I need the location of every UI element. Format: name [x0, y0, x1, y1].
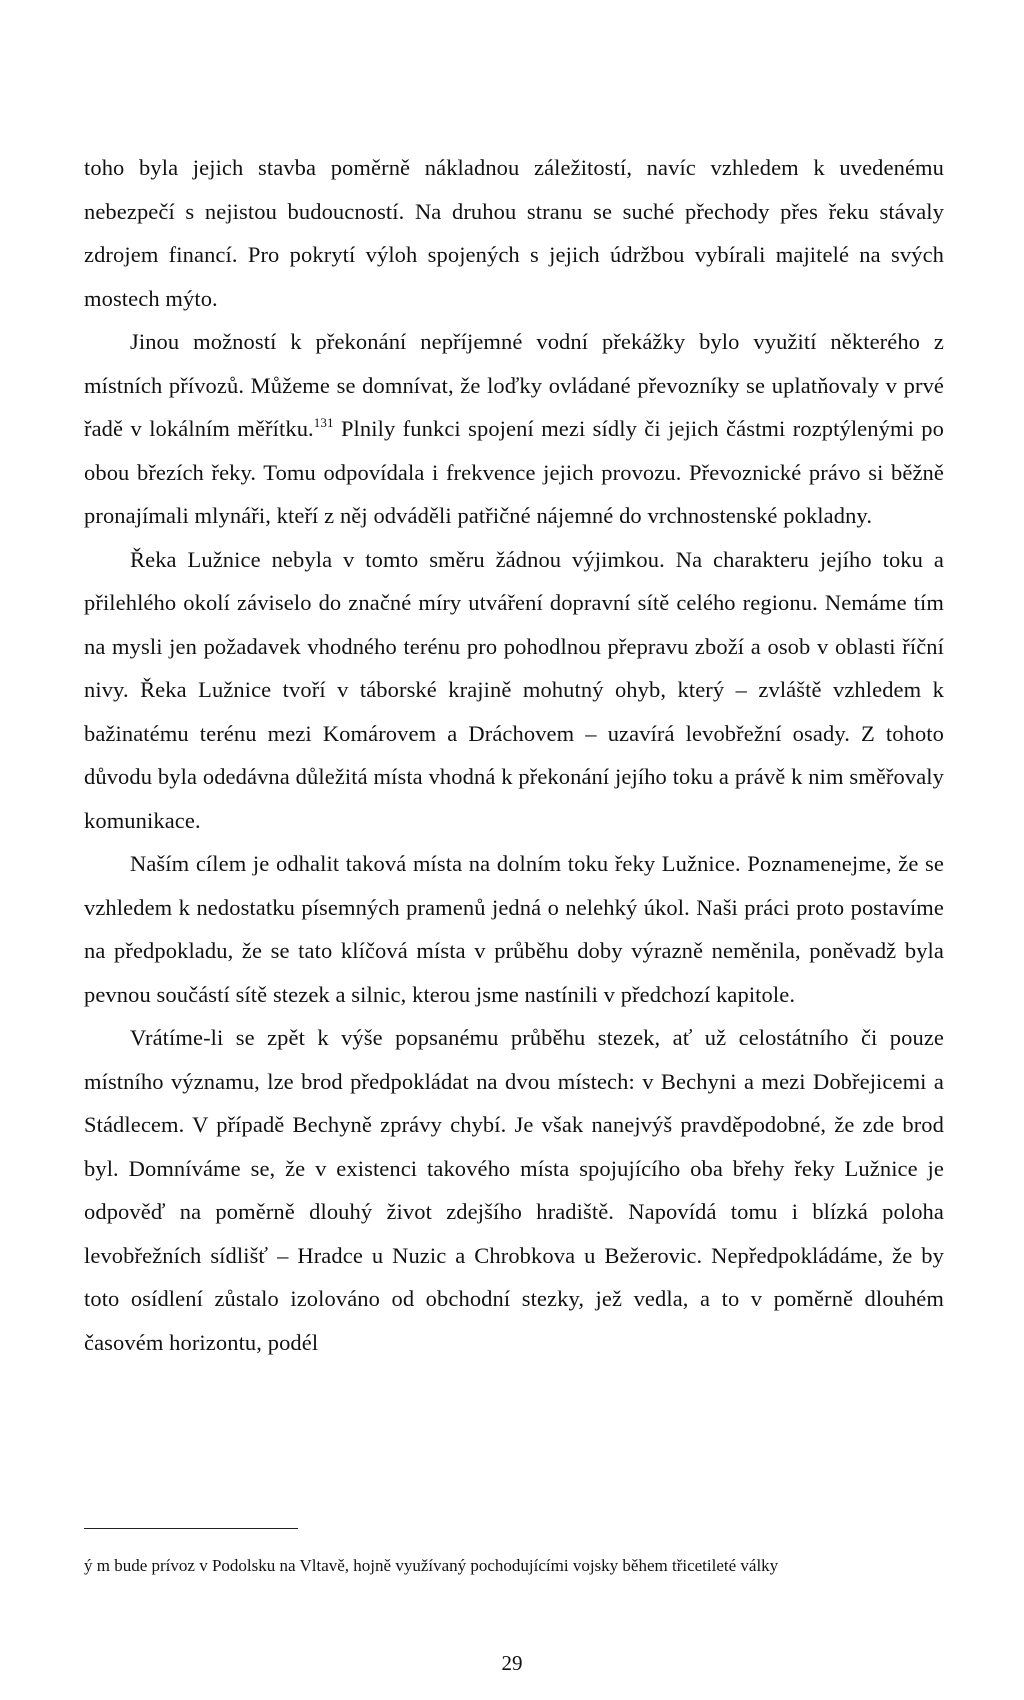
page-number: 29 — [501, 1651, 523, 1675]
main-text — [84, 146, 944, 1364]
footnote-divider — [84, 1528, 298, 1529]
paragraph-2-text-after: Plnily funkci spojení mezi sídly či jejich částmi rozptýlenými po obou březích řeky. Tomu odpovídala i frekvence jejich provozu. Převoznické právo si běžně pronajímali mlynáři, kteří z něj odváděli patřičné nájemné do vrchnostenské pokladny. — [84, 416, 944, 528]
footnote-reference: 131 — [313, 415, 334, 430]
footnote: ý m bude prívoz v Podolsku na Vltavě, hojně využívaný pochodujícími vojsky během třicetileté války — [84, 1556, 779, 1575]
paragraph-4: Naším cílem je odhalit taková místa na dolním toku řeky Lužnice. Poznamenejme, že se vzhledem k nedostatku písemných pramenů jedná o nelehký úkol. Naši práci proto postavíme na předpokladu, že se tato klíčová místa v průběhu doby výrazně neměnila, poněvadž byla pevnou součástí sítě stezek a silnic, kterou jsme nastínili v předchozí kapitole. — [84, 851, 944, 1007]
paragraph-2-text-before: Jinou možností k překonání nepříjemné vodní překážky bylo využití některého z místních přívozů. Můžeme se domnívat, že loďky ovládané převozníky se uplatňovaly v prvé řadě v lokálním měřítku. — [84, 329, 944, 441]
paragraph-1: toho byla jejich stavba poměrně nákladnou záležitostí, navíc vzhledem k uvedenému nebezpečí s nejistou budoucností. Na druhou stranu se suché přechody přes řeku stávaly zdrojem financí. Pro pokrytí výloh spojených s jejich údržbou vybírali majitelé na svých mostech mýto. — [84, 155, 944, 311]
paragraph-2 — [84, 320, 944, 538]
paragraph-3: Řeka Lužnice nebyla v tomto směru žádnou výjimkou. Na charakteru jejího toku a přilehlého okolí záviselo do značné míry utváření dopravní sítě celého regionu. Nemáme tím na mysli jen požadavek vhodného terénu pro pohodlnou přepravu zboží a osob v oblasti říční nivy. Řeka Lužnice tvoří v táborské krajině mohutný ohyb, který – zvláště vzhledem k bažinatému terénu mezi Komárovem a Dráchovem – uzavírá levobřežní osady. Z tohoto důvodu byla odedávna důležitá místa vhodná k překonání jejího toku a právě k nim směřovaly komunikace. — [84, 546, 944, 833]
paragraph-5: Vrátíme-li se zpět k výše popsanému průběhu stezek, ať už celostátního či pouze místního významu, lze brod předpokládat na dvou místech: v Bechyni a mezi Dobřejicemi a Stádlecem. V případě Bechyně zprávy chybí. Je však nanejvýš pravděpodobné, že zde brod byl. Domníváme se, že v existenci takového místa spojujícího oba břehy řeky Lužnice je odpověď na poměrně dlouhý život zdejšího hradiště. Napovídá tomu i blízká poloha levobřežních sídlišť – Hradce u Nuzic a Chrobkova u Bežerovic. Nepředpokládáme, že by toto osídlení zůstalo izolováno od obchodní stezky, jež vedla, a to v poměrně dlouhém časovém horizontu, podél — [84, 1025, 944, 1355]
